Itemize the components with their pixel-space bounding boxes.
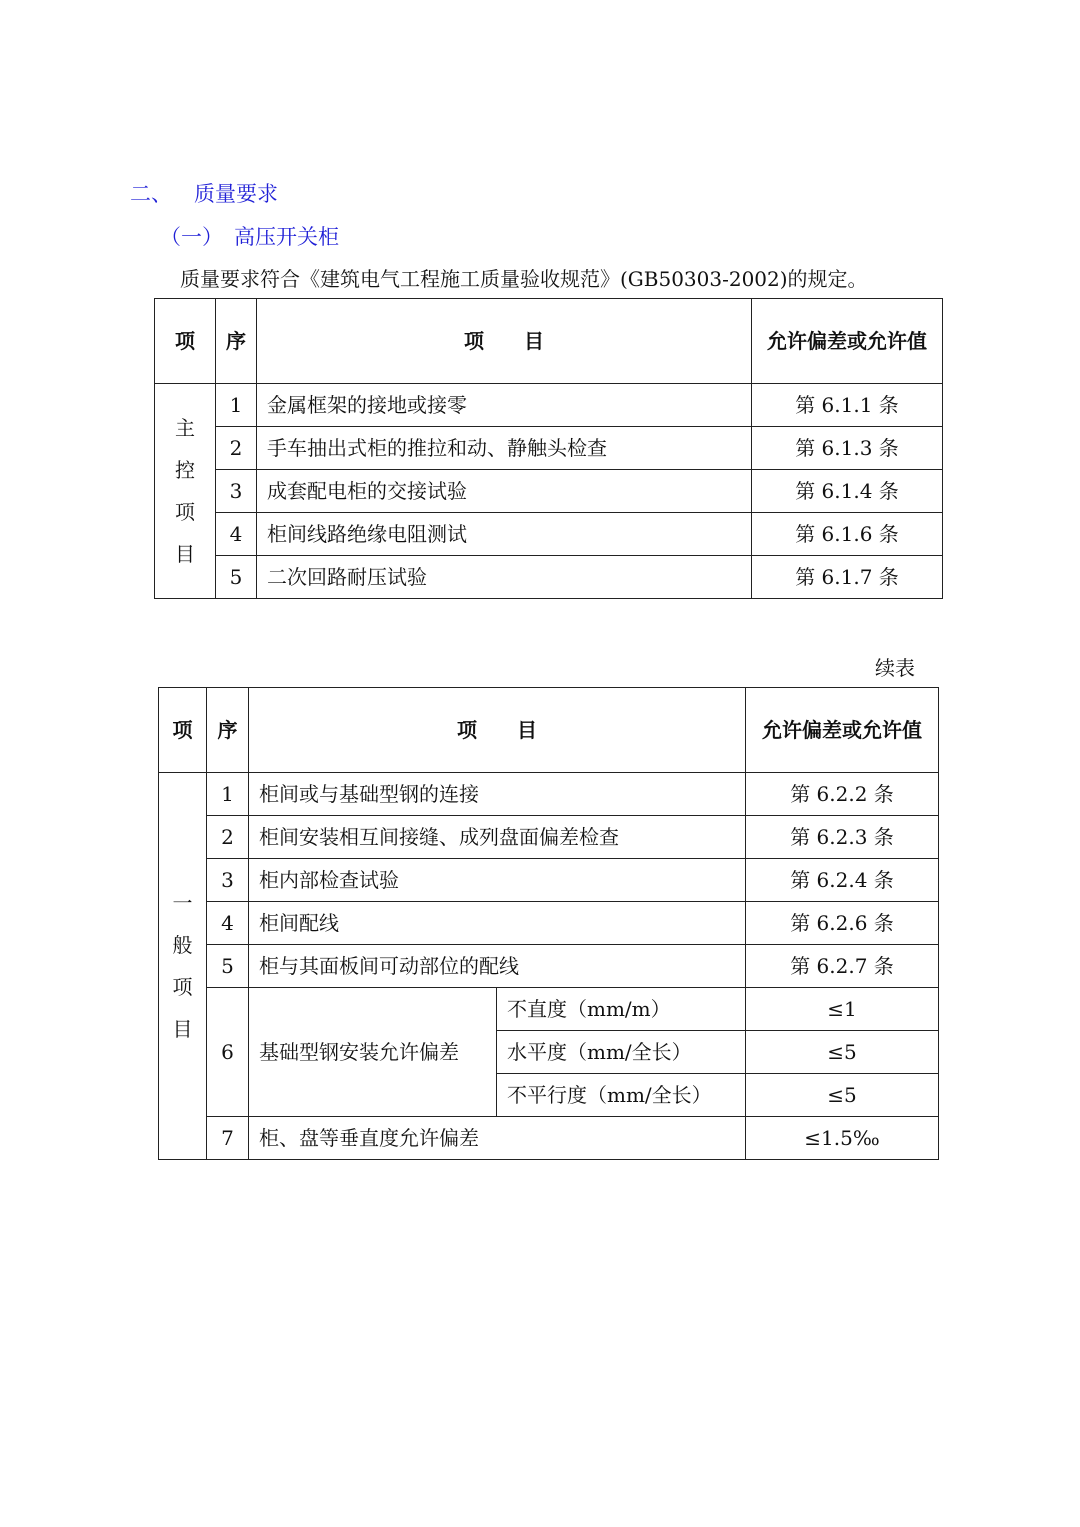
value-cell: ≤1 — [746, 988, 939, 1031]
item-cell: 柜、盘等垂直度允许偏差 — [249, 1117, 746, 1160]
item-cell: 成套配电柜的交接试验 — [257, 470, 752, 513]
value-cell: 第 6.1.3 条 — [752, 427, 943, 470]
header-category: 项 — [159, 688, 207, 773]
table-row — [159, 816, 939, 859]
header-tolerance — [752, 299, 943, 384]
value-cell: 第 6.2.3 条 — [746, 816, 939, 859]
subsection-number: （一） — [160, 225, 223, 249]
table-row — [159, 773, 939, 816]
seq-cell: 3 — [207, 859, 249, 902]
table-row — [159, 945, 939, 988]
item-cell: 柜间安装相互间接缝、成列盘面偏差检查 — [249, 816, 746, 859]
subitem-cell: 水平度（mm/全长） — [497, 1031, 746, 1074]
header-item: 项 目 — [257, 299, 752, 384]
section-title: 质量要求 — [194, 182, 278, 206]
seq-cell: 6 — [207, 988, 249, 1117]
table-row — [155, 513, 943, 556]
item-cell: 基础型钢安装允许偏差 — [249, 988, 497, 1117]
category-label: 主控项目 — [175, 416, 195, 566]
seq-cell: 7 — [207, 1117, 249, 1160]
header-tolerance — [746, 688, 939, 773]
item-cell: 二次回路耐压试验 — [257, 556, 752, 599]
value-cell: 第 6.1.6 条 — [752, 513, 943, 556]
seq-cell: 1 — [216, 384, 257, 427]
table-row — [155, 470, 943, 513]
section-number: 二、 — [130, 182, 172, 206]
item-cell: 柜与其面板间可动部位的配线 — [249, 945, 746, 988]
main-control-items-table — [154, 298, 943, 599]
seq-cell: 2 — [207, 816, 249, 859]
item-cell: 手车抽出式柜的推拉和动、静触头检查 — [257, 427, 752, 470]
continued-label: 续表 — [875, 656, 915, 680]
value-cell: 第 6.1.7 条 — [752, 556, 943, 599]
value-cell: 第 6.2.4 条 — [746, 859, 939, 902]
table-header-row — [159, 688, 939, 773]
subitem-cell: 不直度（mm/m） — [497, 988, 746, 1031]
seq-cell: 3 — [216, 470, 257, 513]
subsection-title: 高压开关柜 — [234, 225, 339, 249]
seq-cell: 1 — [207, 773, 249, 816]
header-seq: 序 — [207, 688, 249, 773]
item-cell: 柜间或与基础型钢的连接 — [249, 773, 746, 816]
item-cell: 柜间配线 — [249, 902, 746, 945]
category-cell — [155, 384, 216, 599]
item-cell: 金属框架的接地或接零 — [257, 384, 752, 427]
general-items-table — [158, 687, 939, 1160]
value-cell: 第 6.1.4 条 — [752, 470, 943, 513]
value-cell: ≤5 — [746, 1031, 939, 1074]
header-tolerance-text: 允许偏差或允许值 — [767, 329, 927, 353]
subsection-heading — [160, 221, 339, 251]
intro-paragraph: 质量要求符合《建筑电气工程施工质量验收规范》(GB50303-2002)的规定。 — [180, 267, 868, 291]
value-cell: ≤5 — [746, 1074, 939, 1117]
item-cell: 柜内部检查试验 — [249, 859, 746, 902]
seq-cell: 4 — [216, 513, 257, 556]
value-cell: 第 6.2.2 条 — [746, 773, 939, 816]
seq-cell: 2 — [216, 427, 257, 470]
table-header-row — [155, 299, 943, 384]
value-cell: 第 6.1.1 条 — [752, 384, 943, 427]
item-cell: 柜间线路绝缘电阻测试 — [257, 513, 752, 556]
subitem-cell: 不平行度（mm/全长） — [497, 1074, 746, 1117]
value-cell: 第 6.2.6 条 — [746, 902, 939, 945]
table-row — [159, 859, 939, 902]
section-heading — [130, 178, 278, 208]
table-row — [159, 1117, 939, 1160]
seq-cell: 4 — [207, 902, 249, 945]
seq-cell: 5 — [207, 945, 249, 988]
table-row — [159, 988, 939, 1031]
header-seq: 序 — [216, 299, 257, 384]
table-row — [155, 384, 943, 427]
header-category: 项 — [155, 299, 216, 384]
table-row — [155, 556, 943, 599]
seq-cell: 5 — [216, 556, 257, 599]
header-item: 项 目 — [249, 688, 746, 773]
value-cell: 第 6.2.7 条 — [746, 945, 939, 988]
table-row — [159, 902, 939, 945]
value-cell: ≤1.5‰ — [746, 1117, 939, 1160]
category-label: 一般项目 — [172, 891, 193, 1041]
category-cell — [159, 773, 207, 1160]
header-tolerance-text: 允许偏差或允许值 — [762, 718, 922, 742]
table-row — [155, 427, 943, 470]
